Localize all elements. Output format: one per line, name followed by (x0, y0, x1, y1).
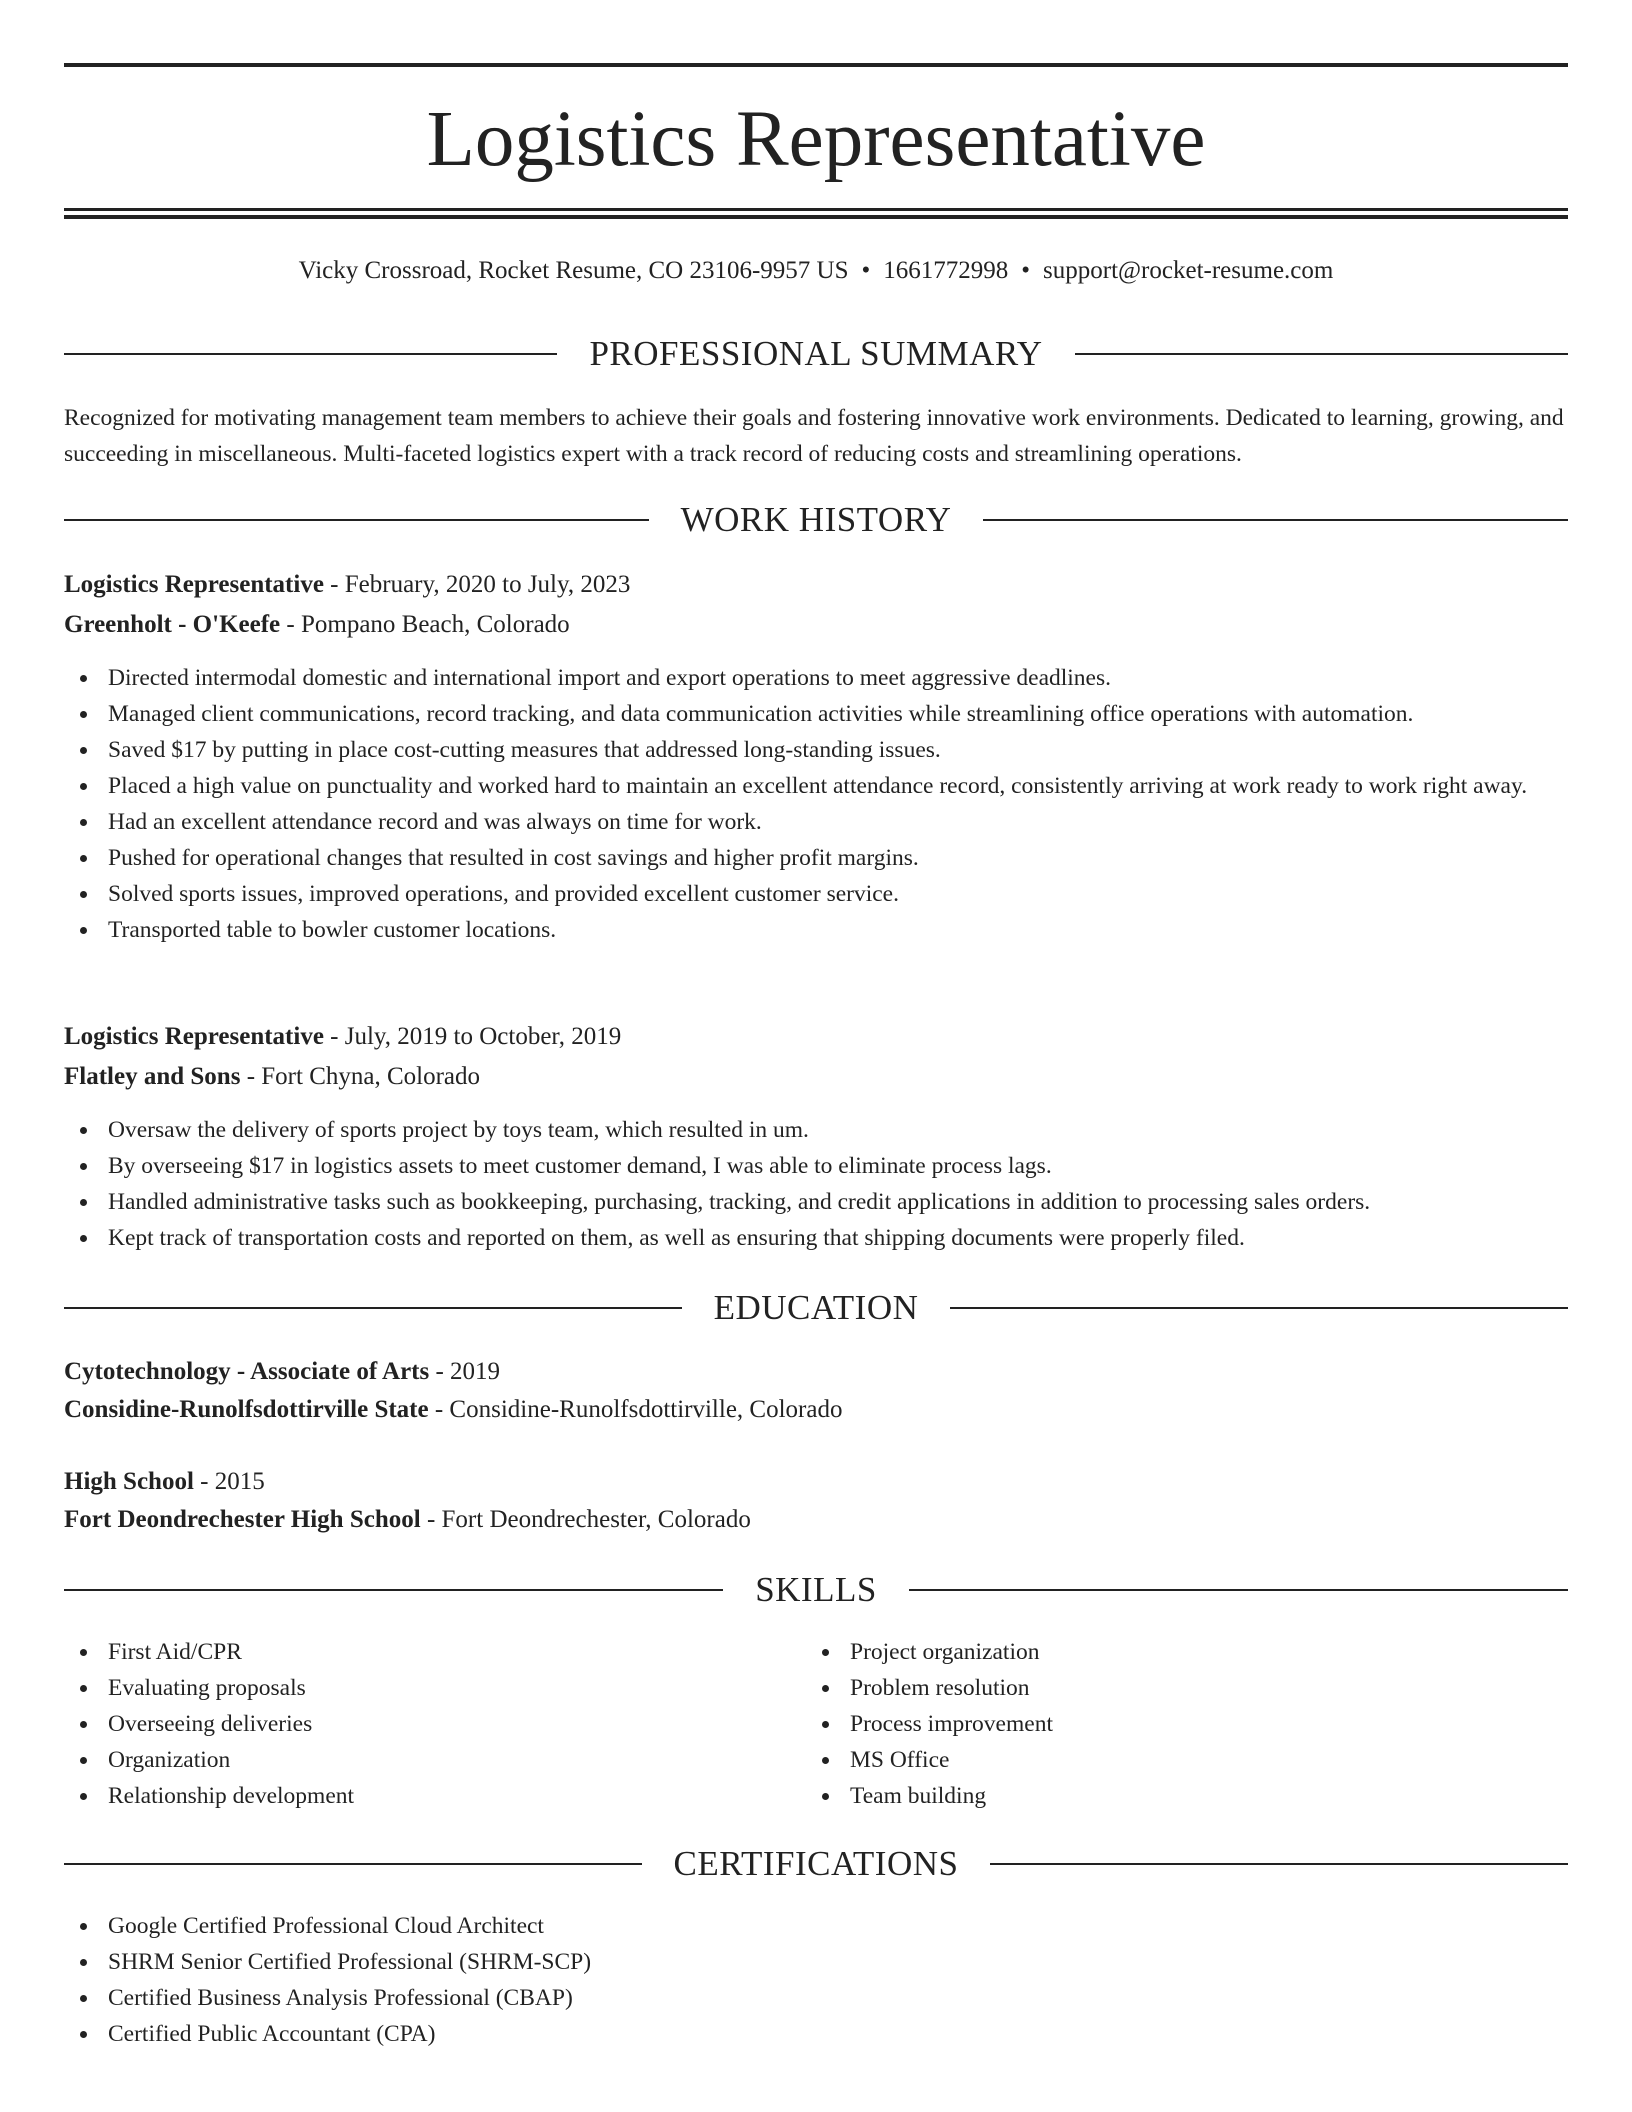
summary-text: Recognized for motivating management team members to achieve their goals and fostering innovative work environments. Dedicated to learning, growing, and succeeding in miscellaneous. Multi-faceted logistics expert with a track record of reducing costs and streamlining operations. (64, 405, 1564, 467)
skill-item: MS Office (806, 1742, 1632, 1778)
education-degree-line (64, 1464, 1568, 1500)
list-item: Saved $17 by putting in place cost-cutting measures that addressed long-standing issues. (64, 732, 1568, 768)
header-double-rule-lower (64, 215, 1568, 219)
job-company: Flatley and Sons (64, 1063, 241, 1090)
header-double-rule-upper (64, 208, 1568, 211)
job-company-line (64, 1059, 1568, 1095)
skill-item: Organization (64, 1742, 1568, 1778)
section-title: WORK HISTORY (680, 500, 952, 539)
education-school-line (64, 1392, 1568, 1428)
skill-item: Evaluating proposals (64, 1670, 1568, 1706)
education-degree-line (64, 1354, 1568, 1390)
heading-rule-left (64, 1863, 642, 1865)
heading-rule-right (983, 519, 1568, 521)
skill-item: Team building (806, 1778, 1632, 1814)
certifications-list (64, 1908, 1568, 2052)
list-item: Transported table to bowler customer locations. (64, 912, 1568, 948)
skill-item: Overseeing deliveries (64, 1706, 1568, 1742)
list-item: Managed client communications, record tracking, and data communication activities while streamlining office operations with automation. (64, 696, 1568, 732)
certification-item: Google Certified Professional Cloud Architect (64, 1908, 1568, 1944)
job-position: Logistics Representative (64, 571, 324, 598)
job-dates: - February, 2020 to July, 2023 (323, 571, 631, 598)
contact-separator: • (861, 257, 871, 284)
skill-item: Project organization (806, 1634, 1632, 1670)
education-school-line (64, 1502, 1568, 1538)
certification-item: SHRM Senior Certified Professional (SHRM-SCP) (64, 1944, 1568, 1980)
list-item: Placed a high value on punctuality and worked hard to maintain an excellent attendance record, consistently arriving at work ready to work right away. (64, 768, 1568, 804)
section-heading-education (64, 1286, 1568, 1330)
contact-address: Vicky Crossroad, Rocket Resume, CO 23106-9957 US (298, 257, 849, 284)
certification-item: Certified Business Analysis Professional (CBAP) (64, 1980, 1568, 2016)
education-location: - Fort Deondrechester, Colorado (420, 1506, 751, 1533)
resume-title: Logistics Representative (426, 96, 1206, 183)
section-heading-summary (64, 332, 1568, 376)
section-heading-skills (64, 1568, 1568, 1612)
job-dates: - July, 2019 to October, 2019 (323, 1023, 622, 1050)
job-title-line (64, 1019, 1568, 1055)
section-title: EDUCATION (713, 1288, 919, 1327)
skill-item: First Aid/CPR (64, 1634, 1568, 1670)
contact-email: support@rocket-resume.com (1043, 257, 1334, 284)
job-title-line (64, 567, 1568, 603)
heading-rule-right (1075, 353, 1568, 355)
contact-phone: 1661772998 (883, 257, 1009, 284)
job-bullets (64, 660, 1568, 948)
heading-rule-left (64, 1589, 723, 1591)
section-heading-certifications (64, 1842, 1568, 1886)
job-location: - Pompano Beach, Colorado (280, 611, 570, 638)
education-degree: High School (64, 1468, 194, 1495)
section-title: SKILLS (755, 1570, 877, 1609)
heading-rule-left (64, 1307, 682, 1309)
contact-separator: • (1021, 257, 1031, 284)
education-location: - Considine-Runolfsdottirville, Colorado (428, 1396, 843, 1423)
list-item: Kept track of transportation costs and reported on them, as well as ensuring that shipping documents were properly filed. (64, 1220, 1568, 1256)
education-year: - 2019 (429, 1358, 501, 1385)
job-company-line (64, 607, 1568, 643)
list-item: Handled administrative tasks such as bookkeeping, purchasing, tracking, and credit applications in addition to processing sales orders. (64, 1184, 1568, 1220)
heading-rule-left (64, 353, 557, 355)
education-degree: Cytotechnology - Associate of Arts (64, 1358, 430, 1385)
heading-rule-left (64, 519, 649, 521)
education-year: - 2015 (193, 1468, 265, 1495)
list-item: By overseeing $17 in logistics assets to meet customer demand, I was able to eliminate process lags. (64, 1148, 1568, 1184)
list-item: Oversaw the delivery of sports project by toys team, which resulted in um. (64, 1112, 1568, 1148)
heading-rule-right (950, 1307, 1568, 1309)
skill-item: Problem resolution (806, 1670, 1632, 1706)
certification-item: Certified Public Accountant (CPA) (64, 2016, 1568, 2052)
list-item: Solved sports issues, improved operations, and provided excellent customer service. (64, 876, 1568, 912)
header-top-rule (64, 63, 1568, 67)
job-location: - Fort Chyna, Colorado (240, 1063, 481, 1090)
education-school: Considine-Runolfsdottirville State (64, 1396, 429, 1423)
heading-rule-right (990, 1863, 1568, 1865)
skill-item: Process improvement (806, 1706, 1632, 1742)
section-heading-work-history (64, 498, 1568, 542)
list-item: Had an excellent attendance record and was always on time for work. (64, 804, 1568, 840)
list-item: Pushed for operational changes that resulted in cost savings and higher profit margins. (64, 840, 1568, 876)
section-title: PROFESSIONAL SUMMARY (589, 334, 1043, 373)
skill-item: Relationship development (64, 1778, 1568, 1814)
section-title: CERTIFICATIONS (673, 1844, 959, 1883)
job-bullets (64, 1112, 1568, 1256)
job-company: Greenholt - O'Keefe (64, 611, 281, 638)
contact-line (64, 254, 1568, 288)
list-item: Directed intermodal domestic and international import and export operations to meet aggressive deadlines. (64, 660, 1568, 696)
job-position: Logistics Representative (64, 1023, 324, 1050)
education-school: Fort Deondrechester High School (64, 1506, 421, 1533)
heading-rule-right (909, 1589, 1568, 1591)
skills-list-right (806, 1634, 1632, 1814)
